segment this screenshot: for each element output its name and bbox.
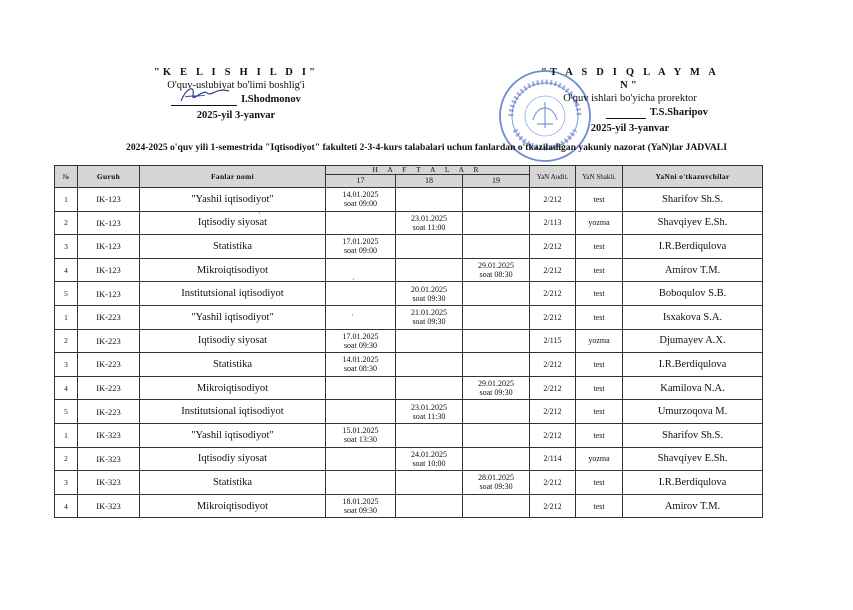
table-row <box>55 494 763 518</box>
row-number: 1 <box>55 305 78 329</box>
exam-date: 24.01.2025 <box>411 449 447 459</box>
header-subject: Fanlar nomi <box>140 166 326 188</box>
exam-time: soat 09:30 <box>412 293 446 303</box>
exam-time: soat 09:30 <box>479 388 513 398</box>
approved-signature-row <box>540 106 720 119</box>
row-number: 3 <box>55 353 78 377</box>
row-type: test <box>576 376 623 400</box>
row-subject: Institutsional iqtisodiyot <box>140 282 326 306</box>
table-row <box>55 376 763 400</box>
row-w18-cell <box>396 353 463 377</box>
exam-date: 21.01.2025 <box>411 308 447 318</box>
scan-speck: · <box>351 311 354 320</box>
row-room: 2/212 <box>530 376 576 400</box>
row-teacher: Sharifov Sh.S. <box>623 188 763 212</box>
row-subject: "Yashil iqtisodiyot" <box>140 188 326 212</box>
row-teacher: Sharifov Sh.S. <box>623 423 763 447</box>
exam-time: soat 09:30 <box>343 506 378 516</box>
table-row <box>55 211 763 235</box>
row-w18-cell <box>396 376 463 400</box>
table-row <box>55 353 763 377</box>
row-w19-cell <box>463 235 530 259</box>
row-teacher: Amirov T.M. <box>623 494 763 518</box>
row-group: IK-223 <box>78 305 140 329</box>
approved-date: 2025-yil 3-yanvar <box>590 123 670 134</box>
row-w18-cell <box>396 471 463 495</box>
row-group: IK-123 <box>78 211 140 235</box>
row-w18-cell <box>396 494 463 518</box>
row-type: test <box>576 188 623 212</box>
row-subject: Iqtisodiy siyosat <box>140 447 326 471</box>
row-w18-cell <box>396 447 463 471</box>
exam-date: 29.01.2025 <box>478 379 514 389</box>
row-w17-cell <box>326 447 396 471</box>
exam-date: 15.01.2025 <box>342 426 379 436</box>
table-body <box>55 188 763 518</box>
exam-time: soat 08:30 <box>479 270 513 280</box>
header-num: № <box>55 166 78 188</box>
header-teacher: YaNni o'tkazuvchilar <box>623 166 763 188</box>
row-subject: "Yashil iqtisodiyot" <box>140 305 326 329</box>
row-teacher: Isxakova S.A. <box>623 305 763 329</box>
row-w18-cell <box>396 329 463 353</box>
table-row <box>55 471 763 495</box>
row-type: test <box>576 400 623 424</box>
row-type: test <box>576 258 623 282</box>
row-room: 2/113 <box>530 211 576 235</box>
row-group: IK-323 <box>78 447 140 471</box>
row-number: 4 <box>55 494 78 518</box>
row-w19-cell <box>463 188 530 212</box>
exam-date: 14.01.2025 <box>342 190 379 200</box>
agreed-signature-icon <box>177 83 233 105</box>
row-subject: Statistika <box>140 353 326 377</box>
row-w17-cell <box>326 282 396 306</box>
row-subject: Institutsional iqtisodiyot <box>140 400 326 424</box>
table-row <box>55 305 763 329</box>
row-w19-cell <box>463 353 530 377</box>
table-row <box>55 423 763 447</box>
exam-time: soat 09:00 <box>343 199 378 209</box>
row-room: 2/212 <box>530 471 576 495</box>
exam-time: soat 13:30 <box>343 435 378 445</box>
row-teacher: I.R.Berdiqulova <box>623 353 763 377</box>
agreed-position: O'quv-uslubiyat bo'limi boshlig'i <box>167 80 305 91</box>
header-week-19: 19 <box>463 175 530 188</box>
row-teacher: Shavqiyev E.Sh. <box>623 211 763 235</box>
row-w17-cell <box>326 258 396 282</box>
row-group: IK-323 <box>78 471 140 495</box>
row-w18-cell <box>396 188 463 212</box>
row-w19-cell <box>463 400 530 424</box>
approved-position: O'quv ishlari bo'yicha prorektor <box>563 93 697 104</box>
row-number: 4 <box>55 376 78 400</box>
row-number: 1 <box>55 188 78 212</box>
header-week-18: 18 <box>396 175 463 188</box>
row-w19-cell <box>463 305 530 329</box>
table-row <box>55 329 763 353</box>
row-w18-cell <box>396 235 463 259</box>
exam-date: 17.01.2025 <box>342 331 379 341</box>
exam-time: soat 09:30 <box>479 482 513 492</box>
approved-name: T.S.Sharipov <box>649 107 708 118</box>
row-subject: Mikroiqtisodiyot <box>140 494 326 518</box>
exam-time: soat 10:00 <box>412 458 446 468</box>
row-subject: "Yashil iqtisodiyot" <box>140 423 326 447</box>
row-teacher: Kamilova N.A. <box>623 376 763 400</box>
agreed-block <box>146 66 326 122</box>
header-weeks: H A F T A L A R <box>326 166 530 175</box>
exam-time: soat 11:00 <box>412 222 446 232</box>
exam-date: 23.01.2025 <box>411 213 447 223</box>
scan-speck: · <box>258 209 261 218</box>
row-teacher: Umurzoqova M. <box>623 400 763 424</box>
row-w17-cell <box>326 471 396 495</box>
exam-time: soat 09:00 <box>343 246 378 256</box>
row-room: 2/114 <box>530 447 576 471</box>
header-week-17: 17 <box>326 175 396 188</box>
row-w18-cell <box>396 400 463 424</box>
row-w17-cell <box>326 329 396 353</box>
row-number: 2 <box>55 329 78 353</box>
document-title: 2024-2025 o'quv yili 1-semestrida "Iqtisodiyot" fakulteti 2-3-4-kurs talabalari uchun fanlardan o'tkaziladigan yakuniy nazorat (YaN)lar JADVALI <box>126 142 727 153</box>
exam-date: 18.01.2025 <box>342 497 379 507</box>
row-teacher: I.R.Berdiqulova <box>623 235 763 259</box>
row-group: IK-223 <box>78 353 140 377</box>
row-type: test <box>576 471 623 495</box>
scan-speck: · <box>352 275 355 284</box>
table-row <box>55 447 763 471</box>
row-group: IK-123 <box>78 282 140 306</box>
agreed-signature-row <box>146 93 326 106</box>
row-type: test <box>576 305 623 329</box>
row-type: test <box>576 423 623 447</box>
row-w18-cell <box>396 305 463 329</box>
row-subject: Statistika <box>140 471 326 495</box>
table-row <box>55 188 763 212</box>
row-room: 2/212 <box>530 188 576 212</box>
row-teacher: Boboqulov S.B. <box>623 282 763 306</box>
exam-date: 29.01.2025 <box>478 261 514 271</box>
row-subject: Iqtisodiy siyosat <box>140 211 326 235</box>
header-group: Guruh <box>78 166 140 188</box>
row-number: 2 <box>55 447 78 471</box>
row-subject: Statistika <box>140 235 326 259</box>
row-w17-cell <box>326 188 396 212</box>
table-header <box>55 166 763 188</box>
row-room: 2/212 <box>530 423 576 447</box>
header-type: YaN Shakli. <box>576 166 623 188</box>
row-group: IK-123 <box>78 235 140 259</box>
agreed-name: I.Shodmonov <box>241 94 301 105</box>
row-number: 3 <box>55 471 78 495</box>
row-room: 2/212 <box>530 400 576 424</box>
header-room: YaN Audit. <box>530 166 576 188</box>
row-number: 5 <box>55 282 78 306</box>
row-w19-cell <box>463 447 530 471</box>
approved-block <box>540 66 720 135</box>
row-w18-cell <box>396 423 463 447</box>
row-group: IK-323 <box>78 494 140 518</box>
row-number: 3 <box>55 235 78 259</box>
row-type: yozma <box>576 447 623 471</box>
row-room: 2/212 <box>530 305 576 329</box>
row-room: 2/212 <box>530 494 576 518</box>
row-w19-cell <box>463 211 530 235</box>
approved-signature-line <box>606 106 646 119</box>
row-w19-cell <box>463 376 530 400</box>
row-w17-cell <box>326 211 396 235</box>
row-w17-cell <box>326 376 396 400</box>
row-w18-cell <box>396 282 463 306</box>
row-subject: Mikroiqtisodiyot <box>140 376 326 400</box>
row-subject: Iqtisodiy siyosat <box>140 329 326 353</box>
row-teacher: Djumayev A.X. <box>623 329 763 353</box>
row-teacher: Amirov T.M. <box>623 258 763 282</box>
row-group: IK-223 <box>78 400 140 424</box>
row-group: IK-123 <box>78 258 140 282</box>
exam-time: soat 09:30 <box>412 317 446 327</box>
row-w17-cell <box>326 305 396 329</box>
table-row <box>55 400 763 424</box>
row-number: 4 <box>55 258 78 282</box>
row-room: 2/212 <box>530 282 576 306</box>
exam-date: 14.01.2025 <box>342 355 379 365</box>
exam-schedule-table <box>54 165 763 518</box>
row-type: test <box>576 282 623 306</box>
row-type: test <box>576 353 623 377</box>
exam-time: soat 11:30 <box>412 411 446 421</box>
agreed-date: 2025-yil 3-yanvar <box>196 110 276 121</box>
row-w17-cell <box>326 400 396 424</box>
row-number: 1 <box>55 423 78 447</box>
row-teacher: I.R.Berdiqulova <box>623 471 763 495</box>
row-w17-cell <box>326 423 396 447</box>
row-subject: Mikroiqtisodiyot <box>140 258 326 282</box>
row-w17-cell <box>326 494 396 518</box>
row-room: 2/212 <box>530 258 576 282</box>
row-w19-cell <box>463 494 530 518</box>
row-w17-cell <box>326 235 396 259</box>
row-type: yozma <box>576 211 623 235</box>
exam-date: 28.01.2025 <box>478 473 514 483</box>
row-number: 5 <box>55 400 78 424</box>
row-room: 2/212 <box>530 235 576 259</box>
row-group: IK-323 <box>78 423 140 447</box>
row-room: 2/115 <box>530 329 576 353</box>
row-w18-cell <box>396 211 463 235</box>
row-w19-cell <box>463 329 530 353</box>
table-row <box>55 282 763 306</box>
exam-time: soat 08:30 <box>343 364 378 374</box>
agreed-signature-line <box>171 93 237 106</box>
row-room: 2/212 <box>530 353 576 377</box>
approved-title: "T A S D I Q L A Y M A N" <box>541 67 719 91</box>
row-w19-cell <box>463 423 530 447</box>
exam-date: 23.01.2025 <box>411 402 447 412</box>
row-w19-cell <box>463 282 530 306</box>
row-group: IK-223 <box>78 376 140 400</box>
row-type: yozma <box>576 329 623 353</box>
table-row <box>55 235 763 259</box>
exam-date: 20.01.2025 <box>411 284 447 294</box>
row-group: IK-123 <box>78 188 140 212</box>
row-w19-cell <box>463 258 530 282</box>
row-w19-cell <box>463 471 530 495</box>
exam-date: 17.01.2025 <box>342 237 379 247</box>
agreed-title: "K E L I S H I L D I" <box>153 67 319 78</box>
row-number: 2 <box>55 211 78 235</box>
table-row <box>55 258 763 282</box>
exam-time: soat 09:30 <box>343 340 378 350</box>
row-w17-cell <box>326 353 396 377</box>
row-group: IK-223 <box>78 329 140 353</box>
row-w18-cell <box>396 258 463 282</box>
row-type: test <box>576 235 623 259</box>
row-teacher: Shavqiyev E.Sh. <box>623 447 763 471</box>
row-type: test <box>576 494 623 518</box>
